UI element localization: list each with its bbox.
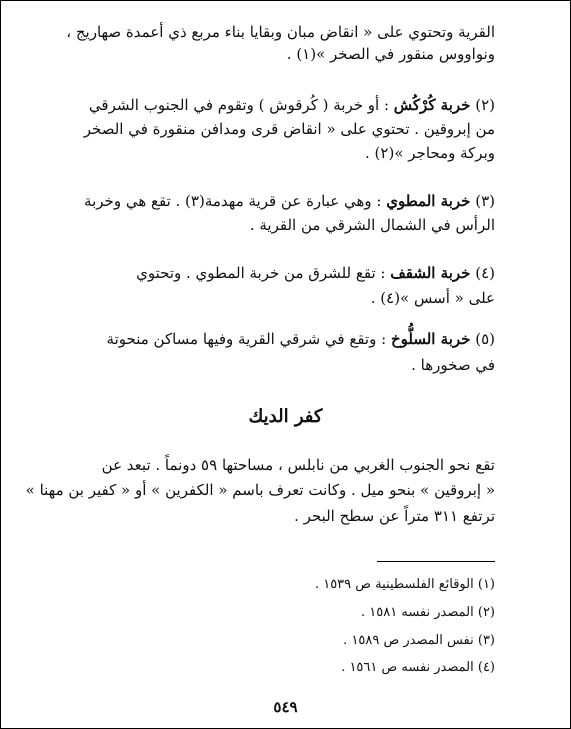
section-line-3: ترتفع ٣١١ متراً عن سطح البحر . bbox=[294, 507, 495, 525]
paragraph-1-line-2: من إبروقين . تحتوي على « انقاض قرى ومدافن منقورة في الصخر bbox=[83, 120, 495, 138]
paragraph-2-text: : وهي عبارة عن قرية مهدمة(٣) . تقع هي وخربة bbox=[84, 192, 387, 210]
paragraph-2-line-2: الرأس في الشمال الشرقي من القرية . bbox=[249, 216, 495, 234]
footnote-separator bbox=[377, 561, 495, 562]
paragraph-3-line-1 bbox=[75, 263, 495, 283]
paragraph-3-text: : تقع للشرق من خربة المطوي . وتحتوي bbox=[136, 264, 391, 282]
paragraph-1-heading: خربة كُرْكُش bbox=[393, 96, 471, 114]
section-title: كفر الديك bbox=[248, 406, 323, 427]
page-number: ٥٤٩ bbox=[273, 698, 298, 716]
paragraph-2-line-1 bbox=[75, 191, 495, 211]
paragraph-4-line-2: في صخورها . bbox=[411, 356, 495, 374]
paragraph-3-number: (٤) bbox=[470, 264, 495, 282]
paragraph-1-line-1 bbox=[75, 95, 495, 115]
footnote-2: (٢) المصدر نفسه ١٥٨١ . bbox=[361, 605, 495, 620]
paragraph-0-line-2: ونواووس منقور في الصخر »(١) . bbox=[286, 45, 495, 63]
paragraph-1-text: : أو خربة ( كُرقوش ) وتقوم في الجنوب الشرقي bbox=[88, 96, 394, 114]
section-line-1: تقع نحو الجنوب الغربي من نابلس ، مساحتها ٥٩ دونماً . تبعد عن bbox=[101, 456, 495, 474]
paragraph-0-line-1: القرية وتحتوي على « انقاض مبان وبقايا بناء مربع ذي أعمدة صهاريج ، bbox=[66, 23, 495, 41]
paragraph-1-number: (٢) bbox=[470, 96, 495, 114]
paragraph-4-heading: خربة السلُّوخ bbox=[390, 330, 471, 348]
paragraph-4-line-1 bbox=[75, 329, 495, 349]
paragraph-4-text: : وتقع في شرقي القرية وفيها مساكن منحوتة bbox=[106, 330, 391, 348]
paragraph-2-heading: خربة المطوي bbox=[386, 192, 471, 210]
footnote-3: (٣) نفس المصدر ص ١٥٨٩ . bbox=[343, 633, 495, 648]
footnote-1: (١) الوقائع الفلسطينية ص ١٥٣٩ . bbox=[314, 577, 495, 592]
paragraph-2-number: (٣) bbox=[470, 192, 495, 210]
paragraph-3-heading: خربة الشقف bbox=[390, 264, 471, 282]
paragraph-4-number: (٥) bbox=[470, 330, 495, 348]
paragraph-1-line-3: وبركة ومحاجر »(٢) . bbox=[365, 144, 495, 162]
paragraph-3-line-2: على « أسس »(٤) . bbox=[370, 289, 495, 307]
footnote-4: (٤) المصدر نفسه ص ١٥٦١ . bbox=[341, 660, 495, 675]
section-line-2: « إبروقين » بنحو ميل . وكانت تعرف باسم « الكفرين » أو « كفير بن مهنا » bbox=[25, 481, 495, 499]
